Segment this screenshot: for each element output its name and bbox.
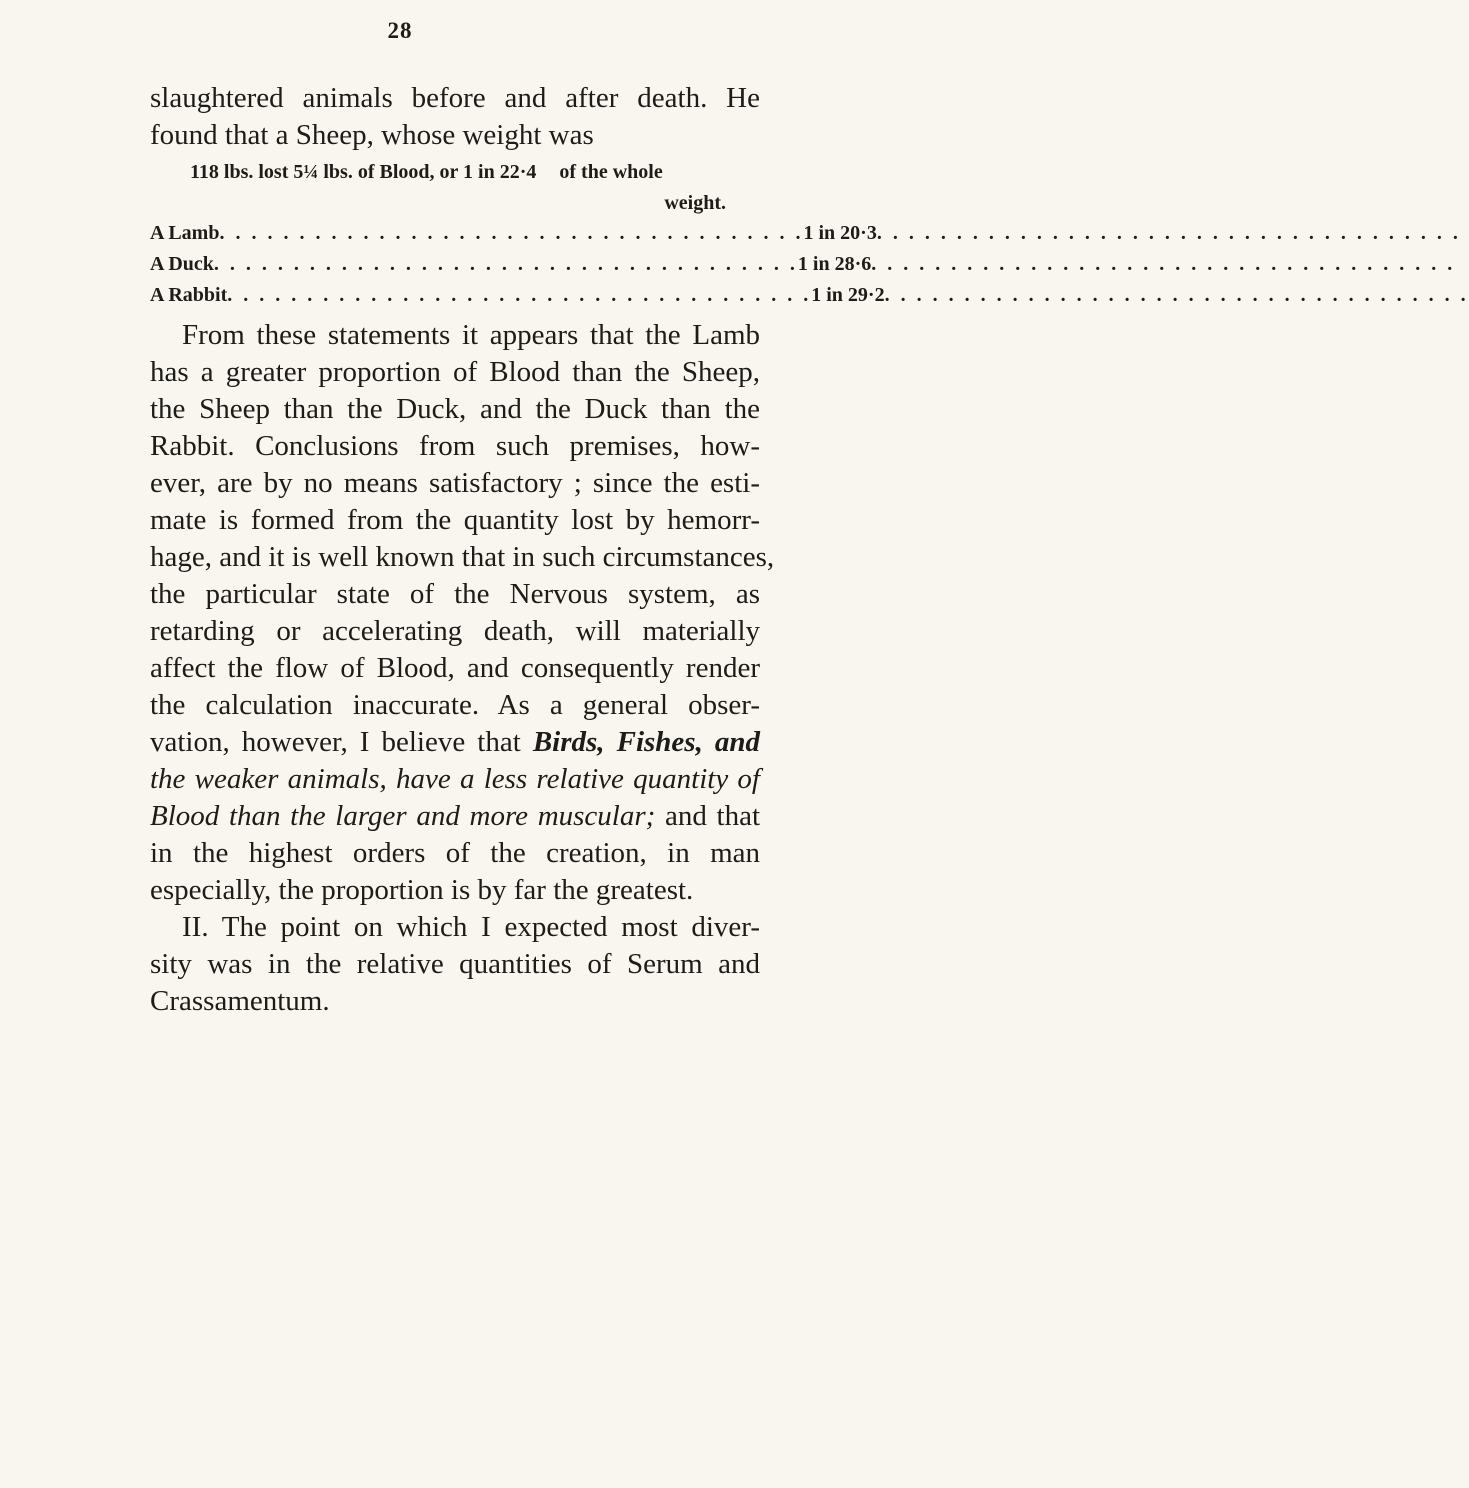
- leader-dots: . . . . . . . . . . . . . . . . . . . . . . . . . . . . . . . . . . . . .: [227, 284, 812, 306]
- table-row: [150, 218, 1461, 249]
- text-line: found that a Sheep, whose weight was: [150, 119, 594, 151]
- text-run: vation, however, I believe that: [150, 726, 521, 758]
- italic-run: Birds, Fishes, and: [532, 726, 761, 758]
- text-line: Rabbit. Conclusions from such premises, how-: [150, 430, 760, 462]
- table-row: [150, 249, 1456, 280]
- page-number: 28: [387, 18, 413, 43]
- text-line: II. The point on which I expected most diver-: [182, 911, 760, 943]
- text-line: the particular state of the Nervous system, as: [150, 578, 760, 610]
- leader-dots: . . . . . . . . . . . . . . . . . . . . . . . . . . . . . . . . . . . . .: [871, 253, 1456, 275]
- text-line: sity was in the relative quantities of Serum and: [150, 948, 760, 980]
- text-line: hage, and it is well known that in such circumstances,: [150, 541, 775, 573]
- text-line: has a greater proportion of Blood than the Sheep,: [150, 356, 760, 388]
- text-line: ever, are by no means satisfactory ; since the esti-: [150, 467, 760, 499]
- sheep-row: [190, 156, 760, 188]
- text-line: [150, 761, 760, 798]
- animal-label: A Rabbit: [150, 284, 228, 306]
- ratio-value: 1 in 20·3: [803, 222, 877, 244]
- text-line: slaughtered animals before and after death. He: [150, 82, 760, 114]
- sheep-row-continuation: weight.: [664, 192, 726, 214]
- text-line: the Sheep than the Duck, and the Duck than the: [150, 393, 760, 425]
- ratio-value: 1 in 29·2: [811, 284, 885, 306]
- text-line: Crassamentum.: [150, 985, 330, 1017]
- paragraph-1: [150, 317, 775, 909]
- ratio-value: 1 in 28·6: [797, 253, 872, 275]
- text-line: [150, 724, 760, 761]
- sheep-row-tail: of the whole: [559, 161, 663, 183]
- leader-dots: . . . . . . . . . . . . . . . . . . . . . . . . . . . . . . . . . . . . .: [876, 222, 1461, 244]
- text-line: retarding or accelerating death, will materially: [150, 615, 760, 647]
- text-run: and that: [664, 800, 761, 832]
- table-row: [150, 280, 1469, 311]
- text-line: From these statements it appears that the Lamb: [182, 319, 760, 351]
- italic-run: Blood than the larger and more muscular;: [150, 800, 656, 832]
- leader-dots: . . . . . . . . . . . . . . . . . . . . . . . . . . . . . . . . . . . . .: [213, 253, 798, 275]
- animal-label: A Lamb: [150, 222, 220, 244]
- page-body: [150, 80, 1469, 1020]
- animal-label: A Duck: [150, 253, 214, 275]
- text-line: in the highest orders of the creation, in man: [150, 837, 760, 869]
- text-line: [150, 798, 760, 835]
- text-line: mate is formed from the quantity lost by hemorr-: [150, 504, 760, 536]
- text-line: affect the flow of Blood, and consequently render: [150, 652, 760, 684]
- leader-dots: . . . . . . . . . . . . . . . . . . . . . . . . . . . . . . . . . . . . .: [884, 284, 1469, 306]
- text-line: especially, the proportion is by far the greatest.: [150, 874, 694, 906]
- sheep-row-text: 118 lbs. lost 5¼ lbs. of Blood, or 1 in 22·4: [190, 161, 537, 183]
- text-line: the calculation inaccurate. As a general obser-: [150, 689, 760, 721]
- italic-run: the weaker animals, have a less relative quantity of: [150, 763, 760, 795]
- leader-dots: . . . . . . . . . . . . . . . . . . . . . . . . . . . . . . . . . . . . .: [219, 222, 804, 244]
- paragraph-2: [150, 909, 760, 1020]
